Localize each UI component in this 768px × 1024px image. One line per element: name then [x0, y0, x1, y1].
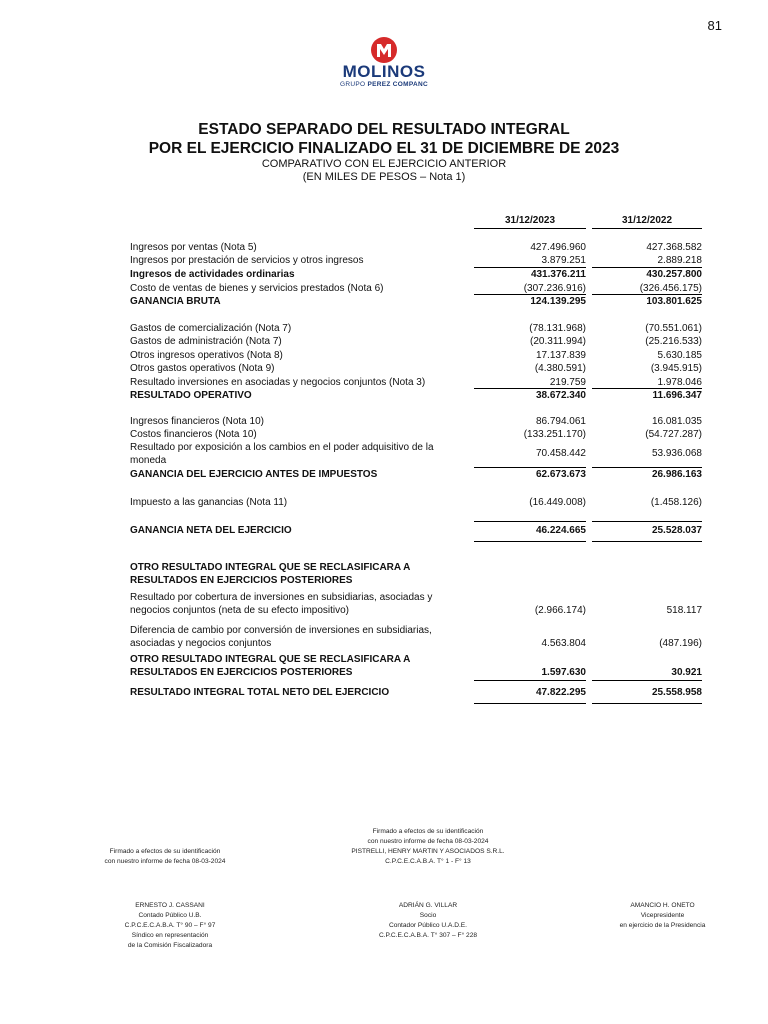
subtotal-rule [592, 388, 702, 389]
subtotal-rule [592, 267, 702, 268]
subtotal-rule [474, 467, 586, 468]
subtotal-rule [592, 521, 702, 522]
auditor-note-left: Firmado a efectos de su identificación con nuestro informe de fecha 08-03-2024 [104, 848, 226, 865]
title-line-2: POR EL EJERCICIO FINALIZADO EL 31 DE DICIEMBRE DE 2023 [148, 140, 620, 157]
subtotal-rule [474, 388, 586, 389]
column-header-2022: 31/12/2022 [592, 215, 702, 229]
subtotal-rule [592, 294, 702, 295]
total-rule [592, 541, 702, 542]
subtotal-rule [592, 680, 702, 681]
signer-center: ADRIÁN G. VILLAR Socio Contador Público U.A.D.E. C.P.C.E.C.A.B.A. T° 307 – F° 228 [378, 902, 478, 939]
auditor-note-center: Firmado a efectos de su identificación con nuestro informe de fecha 08-03-2024 PISTRELLI, HENRY MARTIN Y ASOCIADOS S.R.L. C.P.C.E.C.A.B.A. T° 1 - F° 13 [351, 828, 505, 865]
signer-right: AMANCIO H. ONETO Vicepresidente en ejercicio de la Presidencia [619, 902, 706, 929]
subtitle-line-1: COMPARATIVO CON EL EJERCICIO ANTERIOR [261, 158, 507, 170]
income-statement-table: Ingresos por ventas (Nota 5) 427.496.960 427.368.582 Ingresos por prestación de servicios y otros ingresos 3.879.251 2.889.218 Ingresos de actividades ordinarias 431.376.211 430.257.800 Costo de ventas de bienes y servicios prestados (Nota 6) (307.236.916) (326.456.175) GANANCIA BRUTA 124.139.295 103.801.625 Gastos de comercialización (Nota 7) (78.131.968) (70.551.061) Gastos de administración (Nota 7) (20.311.994) (25.216.533) Otros ingresos operativos (Nota 8) 17.137.839 5.630.185 Otros gastos operativos (Nota 9) (4.380.591) (3.945.915) Resultado inversiones en asociadas y negocios conjuntos (Nota 3) 219.759 1.978.046 RESULTADO OPERATIVO 38.672.340 11.696.347 Ingresos financieros (Nota 10) 86.794.061 16.081.035 Costos financieros (Nota 10) (133.251.170) (54.727.287) Resultado por exposición a los cambios en el poder adquisitivo de la moneda 70.458.442 53.936.068 GANANCIA DEL EJERCICIO ANTES DE IMPUESTOS 62.673.673 26.986.163 Impuesto a las ganancias (Nota 11) (16.449.008) (1.458.126) GANANCIA NETA DEL EJERCICIO 46.224.665 25.528.037 OTRO RESULTADO INTEGRAL QUE SE RECLASIFICARA A RESULTADOS EN EJERCICIOS POSTERIORES Resultado por cobertura de inversiones en subsidiarias, asociadas y negocios conjuntos (neta de su efecto impositivo) (2.966.174) 518.117 Diferencia de cambio por conversión de inversiones en subsidiarias, asociadas y negocios conjuntos 4.563.804 (487.196) OTRO RESULTADO INTEGRAL QUE SE RECLASIFICARA A RESULTADOS EN EJERCICIOS POSTERIORES 1.597.630 30.921 RESULTADO INTEGRAL TOTAL NETO DEL EJERCICIO 47.822.295 25.558.958 [0, 0, 768, 760]
subtitle-line-2: (EN MILES DE PESOS – Nota 1) [302, 171, 466, 183]
column-header-2023: 31/12/2023 [474, 215, 586, 229]
total-rule [474, 703, 586, 704]
subtotal-rule [474, 680, 586, 681]
total-rule [474, 541, 586, 542]
subtotal-rule [474, 267, 586, 268]
page-number: 81 [707, 18, 722, 33]
table-row: OTRO RESULTADO INTEGRAL QUE SE RECLASIFICARA A RESULTADOS EN EJERCICIOS POSTERIORES 1.597.630 30.921 [130, 654, 702, 678]
table-row: Resultado por exposición a los cambios en el poder adquisitivo de la moneda 70.458.442 53.936.068 [130, 442, 702, 466]
table-row: Diferencia de cambio por conversión de inversiones en subsidiarias, asociadas y negocios conjuntos 4.563.804 (487.196) [130, 625, 702, 649]
logo-subtitle: GRUPO PEREZ COMPANC [340, 81, 428, 88]
total-rule [592, 703, 702, 704]
title-line-1: ESTADO SEPARADO DEL RESULTADO INTEGRAL [198, 121, 570, 138]
table-row: OTRO RESULTADO INTEGRAL QUE SE RECLASIFICARA A RESULTADOS EN EJERCICIOS POSTERIORES [130, 562, 411, 586]
table-row: Resultado por cobertura de inversiones en subsidiarias, asociadas y negocios conjuntos (neta de su efecto impositivo) (2.966.174) 518.117 [130, 592, 702, 616]
subtotal-rule [474, 521, 586, 522]
logo-name: MOLINOS [342, 62, 426, 81]
subtotal-rule [474, 294, 586, 295]
subtotal-rule [592, 467, 702, 468]
signer-left: ERNESTO J. CASSANI Contado Público U.B. C.P.C.E.C.A.B.A. T° 90 – F° 97 Síndico en representación de la Comisión Fiscalizadora [124, 902, 216, 949]
